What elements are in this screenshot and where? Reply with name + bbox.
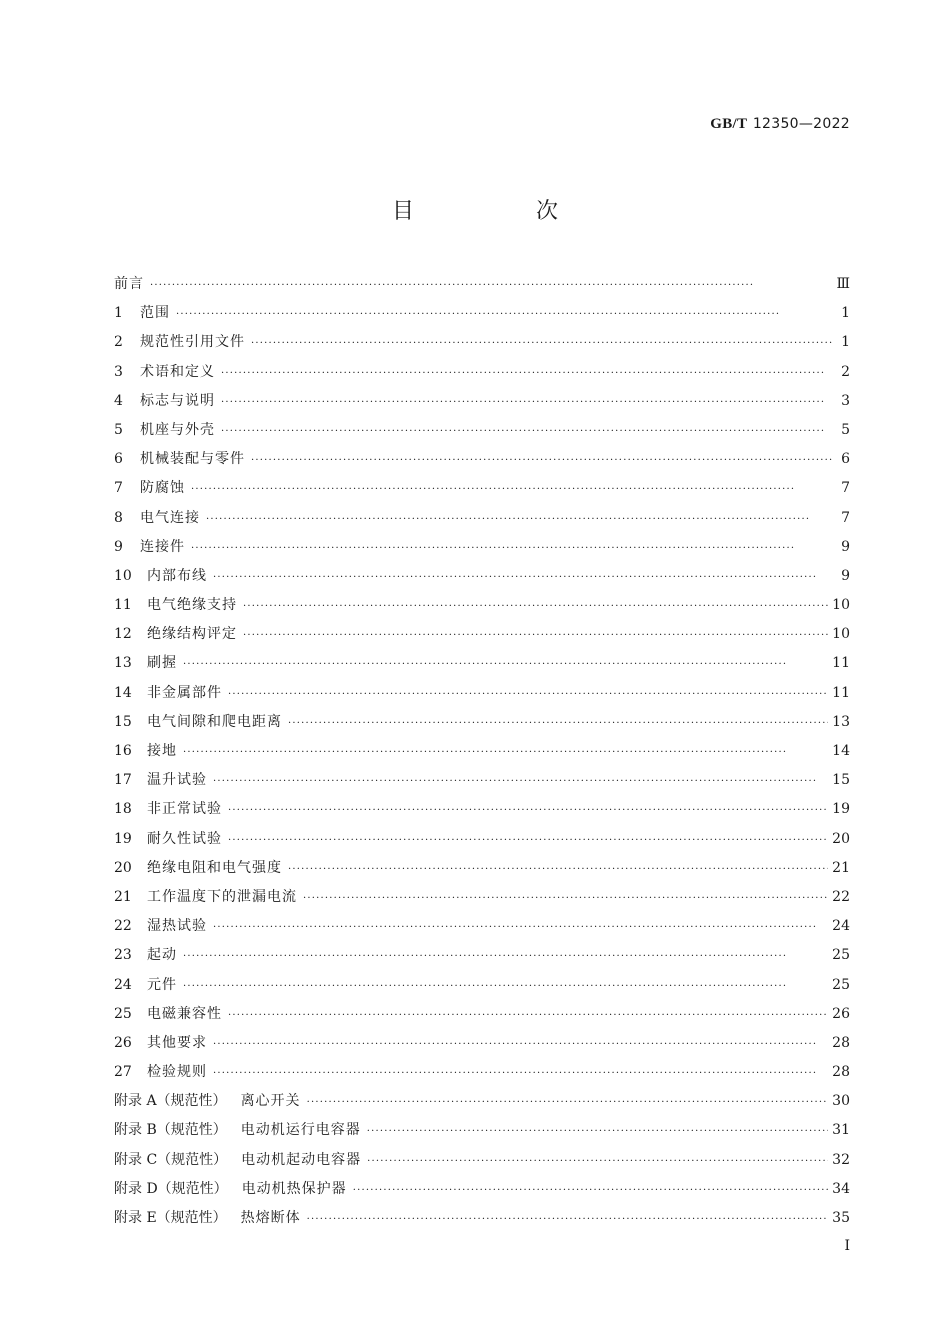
toc-entry-number: 7 [114,480,123,497]
toc-entry[interactable] [114,941,850,970]
dot-leader [367,1147,828,1176]
toc-entry-page: 20 [832,830,850,847]
toc-entry-number: 16 [114,743,132,759]
toc-entry-number: 25 [114,1005,132,1022]
toc-entry[interactable] [114,299,850,328]
toc-entry-number: 10 [114,567,132,584]
dot-leader [228,796,828,825]
dot-leader [228,680,828,709]
toc-entry-number: 1 [114,305,123,322]
toc-entry-label: 绝缘电阻和电气强度 [147,859,282,876]
toc-entry[interactable] [114,679,850,708]
dot-leader [176,300,832,329]
toc-entry-label: 机座与外壳 [140,421,215,438]
toc-entry-page: 22 [832,888,850,905]
dot-leader [183,738,828,767]
toc-entry-number: 26 [114,1034,132,1051]
toc-entry-page: 28 [832,1034,850,1051]
toc-appendix-number: 附录 A（规范性） [114,1093,227,1110]
toc-appendix-number: 附录 B（规范性） [114,1122,227,1139]
toc-entry-page: 35 [832,1210,850,1226]
toc-entry-page: 28 [832,1064,850,1081]
toc-entry-page: 11 [832,684,850,701]
page-number: I [844,1238,850,1254]
dot-leader [191,534,832,563]
dot-leader [221,359,832,388]
toc-entry-label: 元件 [147,976,177,993]
toc-entry-page: 30 [832,1093,850,1110]
toc-entry[interactable] [114,328,850,357]
page-title: 目 次 [391,199,608,224]
toc-entry-page: 19 [832,801,850,818]
dot-leader [213,1030,828,1059]
toc-entry-label: 非正常试验 [147,801,222,818]
toc-entry-number: 20 [114,859,132,876]
dot-leader [243,592,828,621]
dot-leader [303,884,828,913]
toc-entry-label: 热熔断体 [240,1210,301,1226]
toc-entry-page: 10 [832,626,850,643]
toc-appendix-number: 附录 C（规范性） [114,1151,228,1168]
toc-entry-label: 电动机运行电容器 [240,1122,361,1139]
toc-entry[interactable] [114,1146,850,1175]
toc-entry[interactable] [114,533,850,562]
dot-leader [191,475,832,504]
dot-leader [221,417,832,446]
dot-leader [183,972,828,1001]
toc-entry-page: 25 [832,947,850,964]
dot-leader [228,1001,828,1030]
dot-leader [221,388,832,417]
dot-leader [183,650,828,679]
toc-entry[interactable] [114,504,850,533]
toc-entry-label: 术语和定义 [140,363,215,380]
toc-entry-label: 接地 [147,743,177,759]
toc-entry-label: 电动机起动电容器 [241,1151,362,1168]
toc-entry-label: 电气连接 [140,509,200,526]
standard-code [710,114,850,133]
toc-entry-page: Ⅲ [836,276,850,292]
toc-entry-page: 1 [841,334,850,351]
standard-prefix: GB/T [710,116,748,132]
toc-entry-page: 3 [841,392,850,409]
toc-entry-page: 13 [832,713,850,730]
toc-entry-label: 离心开关 [240,1093,301,1110]
toc-entry-label: 电磁兼容性 [147,1005,222,1022]
toc-entry-number: 13 [114,655,132,672]
toc-entry-number: 12 [114,626,132,643]
toc-entry[interactable] [114,358,850,387]
toc-entry-label: 非金属部件 [147,684,222,701]
toc-entry-number: 23 [114,947,132,964]
toc-entry[interactable] [114,1087,850,1116]
toc-entry-page: 10 [832,597,850,614]
toc-entry-page: 9 [841,538,850,555]
toc-entry[interactable] [114,620,850,649]
toc-entry-label: 电气间隙和爬电距离 [147,713,282,730]
toc-entry-label: 刷握 [147,655,177,672]
dot-leader [288,709,828,738]
toc-entry-label: 电动机热保护器 [241,1180,347,1197]
toc-entry-page: 11 [832,655,850,672]
dot-leader [251,446,832,475]
toc-entry-label: 防腐蚀 [140,480,185,497]
toc-entry[interactable] [114,1058,850,1087]
toc-entry-label: 温升试验 [147,772,207,789]
toc-entry-page: 14 [832,743,850,759]
dot-leader [243,621,828,650]
toc-entry-number: 18 [114,801,132,818]
toc-entry-number: 14 [114,684,132,701]
toc-entry-label: 前言 [114,276,144,292]
toc-entry[interactable] [114,854,850,883]
toc-entry-label: 湿热试验 [147,918,207,935]
toc-entry-number: 5 [114,421,123,438]
toc-entry-label: 检验规则 [147,1064,207,1081]
toc-entry-number: 6 [114,451,123,468]
toc-entry[interactable] [114,387,850,416]
dot-leader [367,1117,828,1146]
dot-leader [206,505,832,534]
toc-entry-label: 电气绝缘支持 [147,597,237,614]
toc-entry-page: 15 [832,772,850,789]
toc-entry[interactable] [114,1029,850,1058]
toc-entry-page: 26 [832,1005,850,1022]
toc-entry[interactable] [114,766,850,795]
toc-entry-number: 11 [114,597,132,614]
table-of-contents [114,270,850,1233]
toc-entry-page: 25 [832,976,850,993]
toc-entry-number: 4 [114,392,123,409]
dot-leader [183,942,828,971]
toc-entry-page: 31 [832,1122,850,1139]
toc-entry-label: 其他要求 [147,1034,207,1051]
toc-entry-number: 3 [114,363,123,380]
toc-entry-page: 2 [841,363,850,380]
toc-entry[interactable] [114,825,850,854]
dot-leader [307,1088,829,1117]
toc-entry-label: 范围 [140,305,170,322]
toc-entry-label: 内部布线 [147,567,207,584]
toc-entry[interactable] [114,445,850,474]
toc-entry-label: 规范性引用文件 [140,334,245,351]
toc-entry-number: 9 [114,538,123,555]
dot-leader [213,563,832,592]
toc-appendix-number: 附录 D（规范性） [114,1180,228,1197]
toc-entry[interactable] [114,708,850,737]
dot-leader [213,913,828,942]
toc-entry-number: 19 [114,830,132,847]
dot-leader [353,1176,828,1205]
toc-entry-number: 2 [114,334,123,351]
dot-leader [307,1205,829,1234]
dot-leader [251,329,832,358]
dot-leader [150,271,832,300]
toc-entry-label: 工作温度下的泄漏电流 [147,888,297,905]
toc-entry[interactable] [114,591,850,620]
toc-entry-number: 21 [114,888,132,905]
toc-entry-page: 6 [841,451,850,468]
toc-entry-number: 15 [114,713,132,730]
toc-entry[interactable] [114,562,850,591]
toc-entry-number: 24 [114,976,132,993]
dot-leader [213,767,828,796]
toc-entry-page: 24 [832,918,850,935]
toc-entry-label: 耐久性试验 [147,830,222,847]
toc-entry[interactable] [114,912,850,941]
toc-entry[interactable] [114,416,850,445]
toc-entry[interactable] [114,795,850,824]
toc-entry-label: 绝缘结构评定 [147,626,237,643]
toc-entry-page: 7 [841,509,850,526]
toc-entry[interactable] [114,270,850,299]
toc-entry[interactable] [114,474,850,503]
toc-entry-page: 7 [841,480,850,497]
toc-appendix-number: 附录 E（规范性） [114,1210,227,1226]
toc-entry-label: 标志与说明 [140,392,215,409]
toc-entry[interactable] [114,1175,850,1204]
standard-number: 12350—2022 [752,116,850,132]
toc-entry-number: 8 [114,509,123,526]
toc-entry[interactable] [114,1204,850,1233]
toc-entry[interactable] [114,737,850,766]
toc-entry-page: 32 [832,1151,850,1168]
dot-leader [213,1059,828,1088]
toc-entry[interactable] [114,971,850,1000]
toc-entry-page: 5 [841,421,850,438]
toc-entry-number: 27 [114,1064,132,1081]
dot-leader [228,826,828,855]
toc-entry-number: 17 [114,772,132,789]
toc-entry-page: 21 [832,859,850,876]
toc-entry-number: 22 [114,918,132,935]
toc-entry-page: 1 [841,305,850,322]
toc-entry-page: 9 [841,567,850,584]
dot-leader [288,855,828,884]
toc-entry-page: 34 [832,1180,850,1197]
toc-entry[interactable] [114,1000,850,1029]
toc-entry-label: 连接件 [140,538,185,555]
toc-entry-label: 机械装配与零件 [140,451,245,468]
toc-entry[interactable] [114,1116,850,1145]
toc-entry[interactable] [114,649,850,678]
toc-entry-label: 起动 [147,947,177,964]
toc-entry[interactable] [114,883,850,912]
